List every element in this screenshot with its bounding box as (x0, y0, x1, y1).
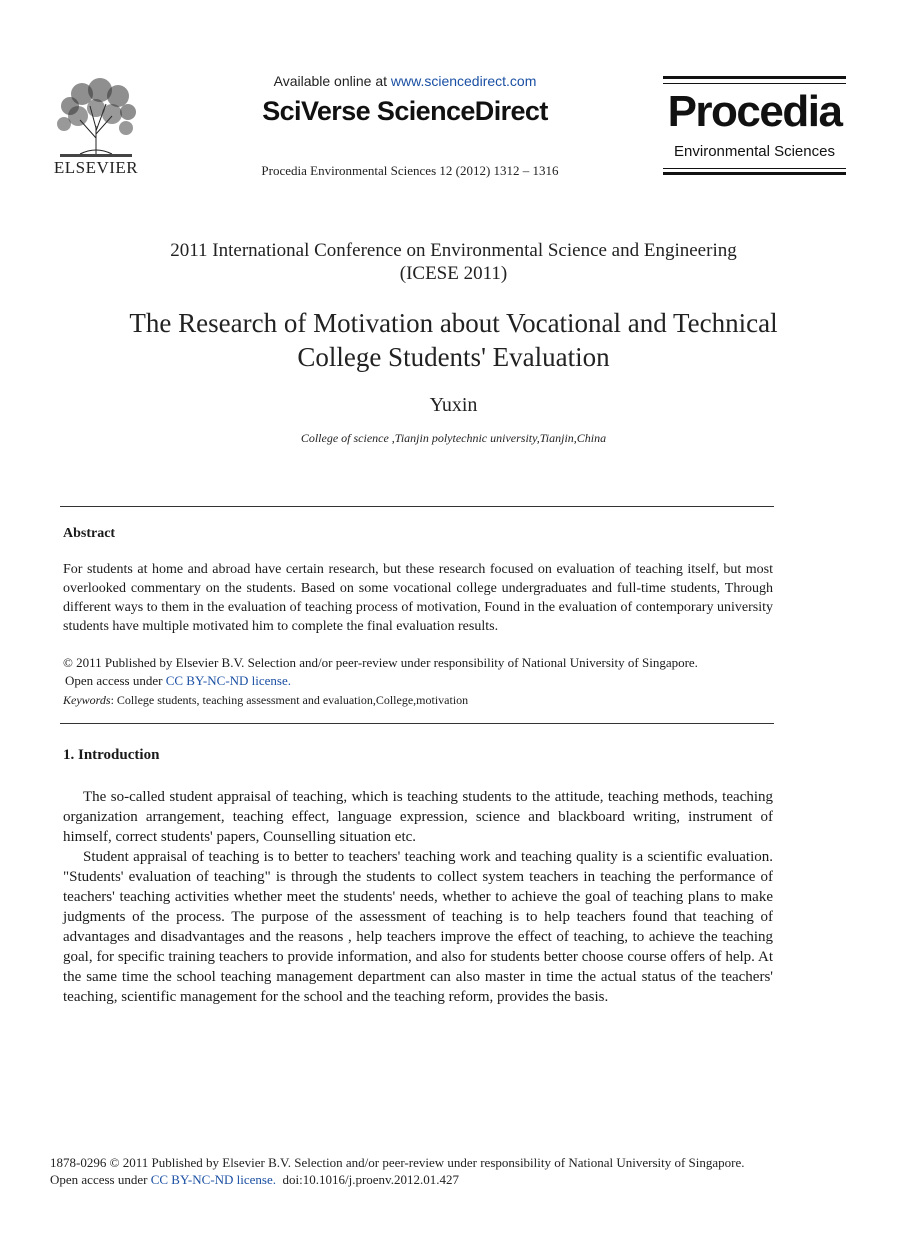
procedia-rule-bottom-thin (663, 168, 846, 169)
open-access-line (63, 672, 773, 690)
footer-copyright: 1878-0296 © 2011 Published by Elsevier B.V. Selection and/or peer-review under responsibility of National University of Singapore. (50, 1155, 745, 1170)
footer (50, 1154, 810, 1188)
footer-open-access-prefix: Open access under (50, 1172, 151, 1187)
license-link[interactable]: CC BY-NC-ND license. (165, 673, 292, 688)
abstract-heading: Abstract (63, 526, 116, 541)
procedia-subtitle: Environmental Sciences (674, 143, 835, 160)
paper-title-line-2: College Students' Evaluation (297, 342, 610, 372)
divider-bottom (60, 723, 774, 724)
paragraph: Student appraisal of teaching is to better to teachers' teaching work and teaching quality is a scientific evaluation. "Students' evaluation of teaching" is through the students to collect system teachers in teaching the performance of teachers' teaching activities whether meet the students' needs, whether to achieve the goal of teaching plans to make judgments of the process. The purpose of the assessment of teaching is to help teachers found that teaching of advantages and disadvantages and the reasons , help teachers improve the effect of teaching, to achieve the teaching goal, for specific training teachers to provide information, and also for students better choose course offers of help. At the same time the school teaching management department can also master in time the actual status of the teachers' teaching, scientific management for the school and the teaching reform, provides the basis. (63, 849, 773, 1005)
journal-reference: Procedia Environmental Sciences 12 (2012) 1312 – 1316 (261, 163, 559, 178)
paragraph: The so-called student appraisal of teaching, which is teaching students to the attitude, teaching methods, teaching organization arrangement, teaching effect, language expression, science and blackboard writing, instrument of himself, correct students' papers, Counselling situation etc. (63, 789, 773, 845)
procedia-rule-top (663, 76, 846, 79)
author: Yuxin (429, 394, 478, 416)
abstract-text: For students at home and abroad have certain research, but these research focused on evaluation of teaching itself, but most overlooked commentary on the students. Based on some vocational college undergraduates and full-time students, Through different ways to them in the evaluation of teaching process of motivation, Found in the evaluation of contemporary university students have multiple motivated him to complete the final evaluation results. (63, 562, 773, 634)
introduction-body (63, 787, 773, 1007)
copyright-text: © 2011 Published by Elsevier B.V. Selection and/or peer-review under responsibility of National University of Singapore. (63, 655, 698, 670)
copyright-notice (63, 654, 773, 690)
keywords-label: Keywords (63, 693, 111, 707)
doi[interactable]: doi:10.1016/j.proenv.2012.01.427 (282, 1172, 459, 1187)
footer-access-line (50, 1171, 810, 1188)
keywords-list: : College students, teaching assessment and evaluation,College,motivation (110, 693, 469, 707)
procedia-rule-top-thin (663, 83, 846, 84)
affiliation: College of science ,Tianjin polytechnic university,Tianjin,China (300, 431, 607, 445)
procedia-title: Procedia (667, 87, 842, 136)
available-online-line (240, 73, 570, 89)
divider-top (60, 506, 774, 507)
section-heading-introduction: 1. Introduction (63, 747, 160, 763)
open-access-prefix: Open access under (65, 673, 166, 688)
paper-title-line-1: The Research of Motivation about Vocational and Technical (129, 308, 778, 338)
conference-line-2: (ICESE 2011) (399, 263, 508, 284)
sciencedirect-link[interactable]: www.sciencedirect.com (390, 73, 537, 89)
procedia-logo (663, 76, 846, 176)
available-online-prefix: Available online at (273, 73, 391, 89)
elsevier-wordmark: ELSEVIER (53, 158, 139, 177)
footer-license-link[interactable]: CC BY-NC-ND license. (150, 1172, 277, 1187)
keywords (63, 693, 773, 708)
sciverse-sciencedirect-logo: SciVerse ScienceDirect (262, 96, 548, 126)
procedia-rule-bottom (663, 172, 846, 175)
conference-name (60, 239, 847, 285)
paper-title (60, 306, 847, 374)
conference-line-1: 2011 International Conference on Environmental Science and Engineering (170, 240, 737, 261)
